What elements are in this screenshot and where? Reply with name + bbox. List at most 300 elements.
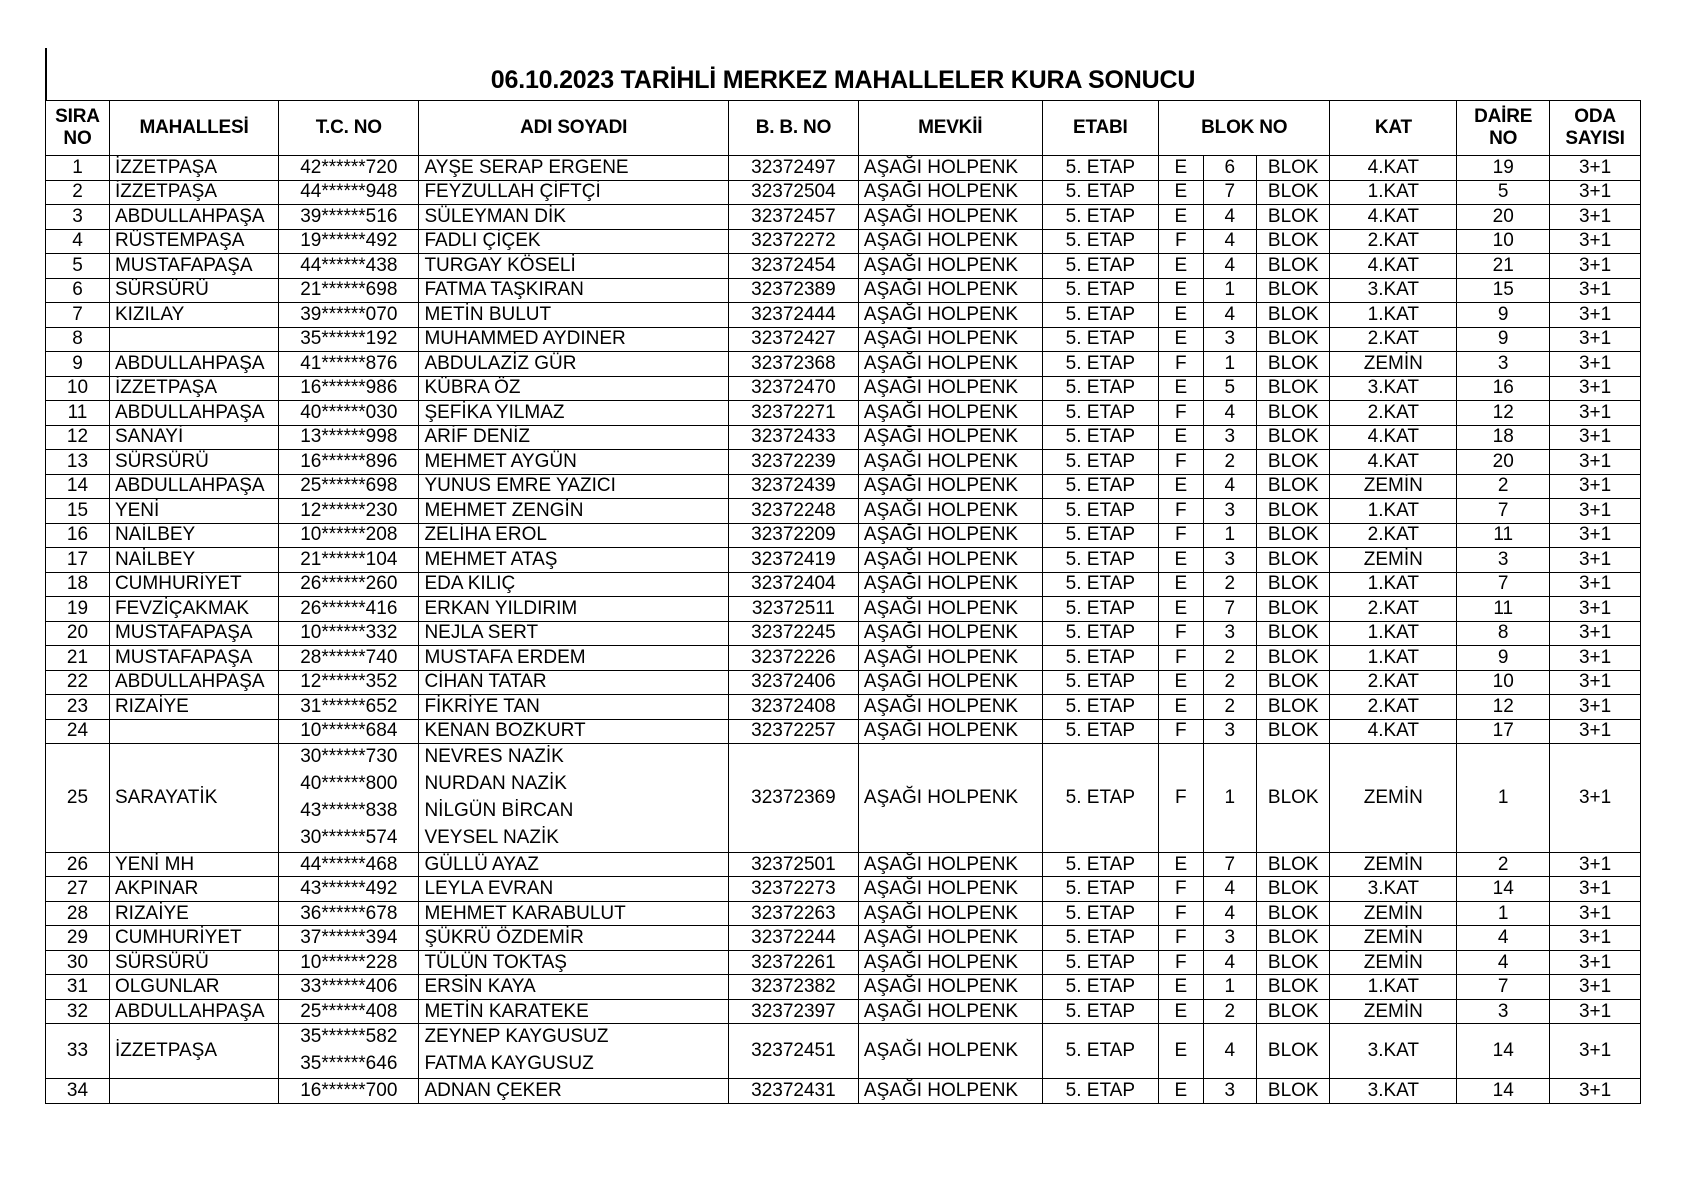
cell-adi-soyadi: KENAN BOZKURT [419,719,729,744]
cell-tc-no: 26******260 [279,572,419,597]
cell-mahallesi: MUSTAFAPAŞA [109,621,278,646]
cell-bb-no: 32372454 [728,254,858,279]
cell-kat: 4.KAT [1330,156,1457,181]
cell-sira-no: 20 [46,621,110,646]
cell-blok-no: 3 [1203,719,1257,744]
cell-tc-no: 21******698 [279,278,419,303]
cell-adi-soyadi: ŞEFİKA YILMAZ [419,401,729,426]
cell-oda-sayisi: 3+1 [1550,597,1641,622]
cell-blok-label: BLOK [1257,852,1330,877]
cell-kat: 3.KAT [1330,278,1457,303]
cell-adi-soyadi: FİKRİYE TAN [419,695,729,720]
cell-adi-soyadi: ARİF DENİZ [419,425,729,450]
cell-kat: 1.KAT [1330,499,1457,524]
cell-blok-label: BLOK [1257,499,1330,524]
cell-oda-sayisi: 3+1 [1550,852,1641,877]
cell-mevkii: AŞAĞI HOLPENK [858,278,1042,303]
cell-blok-no: 1 [1203,352,1257,377]
cell-blok-harf: E [1159,425,1203,450]
cell-blok-label: BLOK [1257,621,1330,646]
cell-mevkii: AŞAĞI HOLPENK [858,229,1042,254]
cell-blok-label: BLOK [1257,254,1330,279]
cell-mahallesi: ABDULLAHPAŞA [109,474,278,499]
cell-etabi: 5. ETAP [1042,852,1159,877]
cell-daire-no: 12 [1457,401,1550,426]
cell-mahallesi: FEVZİÇAKMAK [109,597,278,622]
cell-sira-no: 28 [46,901,110,926]
cell-blok-no: 3 [1203,499,1257,524]
cell-oda-sayisi: 3+1 [1550,877,1641,902]
cell-blok-harf: E [1159,376,1203,401]
cell-mevkii: AŞAĞI HOLPENK [858,852,1042,877]
cell-etabi: 5. ETAP [1042,926,1159,951]
cell-daire-no: 8 [1457,621,1550,646]
cell-etabi: 5. ETAP [1042,425,1159,450]
cell-tc-no: 36******678 [279,901,419,926]
column-header-daire-no-line2: NO [1489,128,1518,149]
table-row [46,719,1641,744]
cell-bb-no: 32372369 [728,744,858,853]
cell-blok-label: BLOK [1257,278,1330,303]
cell-blok-label: BLOK [1257,229,1330,254]
cell-adi-soyadi-line: ZEYNEP KAYGUSUZ [424,1026,609,1048]
cell-etabi: 5. ETAP [1042,548,1159,573]
cell-kat: 4.KAT [1330,205,1457,230]
cell-mevkii: AŞAĞI HOLPENK [858,744,1042,853]
cell-blok-no: 4 [1203,1024,1257,1079]
cell-tc-no: 42******720 [279,156,419,181]
table-row [46,278,1641,303]
cell-mahallesi: AKPINAR [109,877,278,902]
cell-mahallesi: SÜRSÜRÜ [109,950,278,975]
kura-results-table [45,100,1641,1104]
cell-mevkii: AŞAĞI HOLPENK [858,670,1042,695]
cell-sira-no: 21 [46,646,110,671]
cell-blok-no: 4 [1203,254,1257,279]
cell-daire-no: 7 [1457,572,1550,597]
cell-mahallesi: İZZETPAŞA [109,180,278,205]
cell-tc-no: 44******468 [279,852,419,877]
cell-oda-sayisi: 3+1 [1550,303,1641,328]
cell-blok-harf: E [1159,695,1203,720]
cell-blok-no: 4 [1203,901,1257,926]
cell-mahallesi: SÜRSÜRÜ [109,278,278,303]
cell-adi-soyadi-line: NEVRES NAZİK [424,746,564,767]
cell-blok-no: 2 [1203,450,1257,475]
cell-kat: 2.KAT [1330,327,1457,352]
cell-oda-sayisi: 3+1 [1550,548,1641,573]
column-header-tc-no: T.C. NO [279,101,419,156]
cell-blok-harf: F [1159,719,1203,744]
cell-bb-no: 32372431 [728,1079,858,1104]
table-row [46,597,1641,622]
cell-blok-harf: F [1159,401,1203,426]
cell-tc-no-line: 30******574 [300,826,398,848]
cell-blok-label: BLOK [1257,352,1330,377]
cell-blok-harf: E [1159,474,1203,499]
cell-mahallesi: SANAYİ [109,425,278,450]
cell-mevkii: AŞAĞI HOLPENK [858,719,1042,744]
cell-adi-soyadi: LEYLA EVRAN [419,877,729,902]
cell-mevkii: AŞAĞI HOLPENK [858,425,1042,450]
cell-bb-no: 32372444 [728,303,858,328]
cell-blok-harf: E [1159,975,1203,1000]
cell-blok-no: 4 [1203,950,1257,975]
cell-blok-harf: F [1159,499,1203,524]
cell-oda-sayisi: 3+1 [1550,205,1641,230]
table-row [46,670,1641,695]
cell-kat: ZEMİN [1330,926,1457,951]
table-row [46,975,1641,1000]
cell-blok-label: BLOK [1257,670,1330,695]
table-row [46,327,1641,352]
cell-sira-no: 34 [46,1079,110,1104]
table-header [46,101,1641,156]
cell-mevkii: AŞAĞI HOLPENK [858,205,1042,230]
cell-kat: ZEMİN [1330,852,1457,877]
cell-tc-no: 10******228 [279,950,419,975]
cell-adi-soyadi: MUHAMMED AYDINER [419,327,729,352]
cell-sira-no: 16 [46,523,110,548]
table-row [46,425,1641,450]
cell-oda-sayisi: 3+1 [1550,523,1641,548]
cell-blok-harf: F [1159,901,1203,926]
cell-oda-sayisi: 3+1 [1550,401,1641,426]
cell-daire-no: 1 [1457,744,1550,853]
cell-mahallesi [109,1079,278,1104]
cell-oda-sayisi: 3+1 [1550,376,1641,401]
cell-etabi: 5. ETAP [1042,719,1159,744]
cell-etabi: 5. ETAP [1042,621,1159,646]
cell-etabi: 5. ETAP [1042,744,1159,853]
cell-adi-soyadi: MEHMET ATAŞ [419,548,729,573]
cell-blok-label: BLOK [1257,425,1330,450]
cell-kat: 1.KAT [1330,572,1457,597]
cell-blok-harf: F [1159,646,1203,671]
cell-oda-sayisi: 3+1 [1550,670,1641,695]
cell-sira-no: 13 [46,450,110,475]
cell-bb-no: 32372244 [728,926,858,951]
column-header-oda-sayisi [1550,101,1641,156]
cell-adi-soyadi-line: VEYSEL NAZİK [424,826,559,848]
table-row [46,621,1641,646]
cell-oda-sayisi: 3+1 [1550,695,1641,720]
cell-tc-no: 39******516 [279,205,419,230]
cell-sira-no: 14 [46,474,110,499]
cell-bb-no: 32372248 [728,499,858,524]
cell-etabi: 5. ETAP [1042,695,1159,720]
table-row [46,352,1641,377]
cell-blok-label: BLOK [1257,926,1330,951]
cell-blok-harf: F [1159,926,1203,951]
cell-oda-sayisi: 3+1 [1550,352,1641,377]
column-header-sira-no-line1: SIRA [55,106,100,128]
cell-sira-no: 27 [46,877,110,902]
cell-etabi: 5. ETAP [1042,205,1159,230]
cell-oda-sayisi: 3+1 [1550,156,1641,181]
cell-blok-no: 4 [1203,401,1257,426]
cell-blok-harf: E [1159,999,1203,1024]
cell-tc-no: 13******998 [279,425,419,450]
cell-etabi: 5. ETAP [1042,303,1159,328]
cell-mevkii: AŞAĞI HOLPENK [858,303,1042,328]
cell-kat: ZEMİN [1330,950,1457,975]
column-header-bb-no: B. B. NO [728,101,858,156]
cell-blok-label: BLOK [1257,646,1330,671]
cell-blok-label: BLOK [1257,376,1330,401]
cell-blok-label: BLOK [1257,1079,1330,1104]
cell-blok-no: 1 [1203,278,1257,303]
column-header-kat: KAT [1330,101,1457,156]
cell-sira-no: 29 [46,926,110,951]
cell-blok-harf: E [1159,1024,1203,1079]
cell-bb-no: 32372257 [728,719,858,744]
cell-adi-soyadi: AYŞE SERAP ERGENE [419,156,729,181]
cell-etabi: 5. ETAP [1042,499,1159,524]
cell-kat: 3.KAT [1330,1079,1457,1104]
column-header-daire-no [1457,101,1550,156]
cell-mevkii: AŞAĞI HOLPENK [858,597,1042,622]
cell-adi-soyadi: FEYZULLAH ÇİFTÇİ [419,180,729,205]
cell-kat: ZEMİN [1330,999,1457,1024]
column-header-adi-soyadi: ADI SOYADI [419,101,729,156]
cell-etabi: 5. ETAP [1042,156,1159,181]
cell-daire-no: 19 [1457,156,1550,181]
cell-blok-label: BLOK [1257,523,1330,548]
cell-tc-no: 12******230 [279,499,419,524]
cell-mevkii: AŞAĞI HOLPENK [858,877,1042,902]
cell-sira-no: 6 [46,278,110,303]
column-header-daire-no-line1: DAİRE [1474,106,1533,128]
cell-blok-harf: E [1159,156,1203,181]
cell-tc-no-line: 35******646 [300,1053,398,1075]
cell-daire-no: 2 [1457,852,1550,877]
cell-oda-sayisi: 3+1 [1550,254,1641,279]
cell-adi-soyadi: ŞÜKRÜ ÖZDEMİR [419,926,729,951]
cell-adi-soyadi: MEHMET ZENGİN [419,499,729,524]
cell-blok-harf: E [1159,548,1203,573]
cell-kat: 1.KAT [1330,303,1457,328]
cell-adi-soyadi: ERKAN YILDIRIM [419,597,729,622]
cell-sira-no: 7 [46,303,110,328]
cell-adi-soyadi-line: NİLGÜN BİRCAN [424,799,574,821]
cell-blok-label: BLOK [1257,744,1330,853]
cell-blok-harf: E [1159,180,1203,205]
cell-etabi: 5. ETAP [1042,572,1159,597]
cell-kat: 4.KAT [1330,254,1457,279]
table-row [46,376,1641,401]
table-row [46,901,1641,926]
cell-daire-no: 14 [1457,877,1550,902]
cell-tc-no: 16******700 [279,1079,419,1104]
cell-blok-no: 6 [1203,156,1257,181]
cell-bb-no: 32372433 [728,425,858,450]
cell-blok-no: 7 [1203,597,1257,622]
cell-bb-no: 32372273 [728,877,858,902]
cell-mevkii: AŞAĞI HOLPENK [858,901,1042,926]
cell-tc-no: 16******986 [279,376,419,401]
cell-blok-no: 3 [1203,926,1257,951]
cell-blok-harf: E [1159,303,1203,328]
cell-sira-no: 15 [46,499,110,524]
cell-blok-label: BLOK [1257,999,1330,1024]
table-row [46,1079,1641,1104]
cell-sira-no: 10 [46,376,110,401]
cell-sira-no: 23 [46,695,110,720]
cell-bb-no: 32372245 [728,621,858,646]
cell-adi-soyadi: GÜLLÜ AYAZ [419,852,729,877]
cell-oda-sayisi: 3+1 [1550,327,1641,352]
cell-adi-soyadi: ERSİN KAYA [419,975,729,1000]
cell-bb-no: 32372397 [728,999,858,1024]
cell-blok-harf: E [1159,254,1203,279]
cell-bb-no: 32372457 [728,205,858,230]
cell-etabi: 5. ETAP [1042,401,1159,426]
cell-bb-no: 32372404 [728,572,858,597]
column-header-oda-sayisi-line1: ODA [1574,106,1616,128]
cell-oda-sayisi: 3+1 [1550,572,1641,597]
cell-tc-no-line: 35******582 [300,1026,398,1048]
cell-blok-label: BLOK [1257,695,1330,720]
table-row [46,950,1641,975]
cell-mahallesi: RIZAİYE [109,901,278,926]
cell-kat: 4.KAT [1330,450,1457,475]
table-row [46,523,1641,548]
cell-blok-harf: E [1159,327,1203,352]
cell-etabi: 5. ETAP [1042,474,1159,499]
cell-tc-no [279,744,419,853]
table-row [46,499,1641,524]
cell-daire-no: 10 [1457,670,1550,695]
cell-daire-no: 16 [1457,376,1550,401]
column-header-sira-no-line2: NO [63,128,92,149]
cell-blok-no: 1 [1203,975,1257,1000]
cell-mahallesi: YENİ MH [109,852,278,877]
cell-mahallesi: ABDULLAHPAŞA [109,205,278,230]
cell-tc-no-line: 40******800 [300,772,398,794]
table-row [46,877,1641,902]
cell-blok-label: BLOK [1257,474,1330,499]
cell-adi-soyadi: KÜBRA ÖZ [419,376,729,401]
cell-blok-label: BLOK [1257,975,1330,1000]
cell-mevkii: AŞAĞI HOLPENK [858,1024,1042,1079]
cell-mevkii: AŞAĞI HOLPENK [858,548,1042,573]
cell-blok-harf: F [1159,621,1203,646]
cell-oda-sayisi: 3+1 [1550,278,1641,303]
cell-blok-label: BLOK [1257,950,1330,975]
cell-sira-no: 24 [46,719,110,744]
cell-sira-no: 17 [46,548,110,573]
cell-kat: ZEMİN [1330,352,1457,377]
cell-etabi: 5. ETAP [1042,597,1159,622]
cell-blok-label: BLOK [1257,205,1330,230]
cell-adi-soyadi: FADLI ÇİÇEK [419,229,729,254]
cell-adi-soyadi: TÜLÜN TOKTAŞ [419,950,729,975]
cell-tc-no: 35******192 [279,327,419,352]
cell-adi-soyadi: ADNAN ÇEKER [419,1079,729,1104]
cell-blok-no: 2 [1203,695,1257,720]
cell-tc-no: 12******352 [279,670,419,695]
cell-etabi: 5. ETAP [1042,523,1159,548]
cell-blok-no: 2 [1203,670,1257,695]
cell-mahallesi: CUMHURİYET [109,572,278,597]
cell-daire-no: 17 [1457,719,1550,744]
cell-mahallesi: KIZILAY [109,303,278,328]
cell-daire-no: 3 [1457,548,1550,573]
table-row [46,744,1641,853]
cell-oda-sayisi: 3+1 [1550,926,1641,951]
cell-etabi: 5. ETAP [1042,950,1159,975]
cell-sira-no: 32 [46,999,110,1024]
cell-sira-no: 18 [46,572,110,597]
cell-etabi: 5. ETAP [1042,975,1159,1000]
cell-daire-no: 2 [1457,474,1550,499]
cell-oda-sayisi: 3+1 [1550,499,1641,524]
cell-blok-harf: E [1159,278,1203,303]
cell-etabi: 5. ETAP [1042,450,1159,475]
cell-adi-soyadi: NEJLA SERT [419,621,729,646]
cell-blok-no: 2 [1203,646,1257,671]
cell-sira-no: 2 [46,180,110,205]
cell-adi-soyadi: CİHAN TATAR [419,670,729,695]
cell-mahallesi: YENİ [109,499,278,524]
cell-daire-no: 18 [1457,425,1550,450]
cell-tc-no [279,1024,419,1079]
cell-mahallesi: ABDULLAHPAŞA [109,352,278,377]
cell-bb-no: 32372226 [728,646,858,671]
cell-adi-soyadi-line: NURDAN NAZİK [424,772,567,794]
cell-adi-soyadi: MEHMET AYGÜN [419,450,729,475]
cell-blok-harf: F [1159,877,1203,902]
cell-sira-no: 1 [46,156,110,181]
cell-blok-label: BLOK [1257,719,1330,744]
cell-tc-no: 28******740 [279,646,419,671]
cell-daire-no: 11 [1457,597,1550,622]
table-row [46,548,1641,573]
cell-mevkii: AŞAĞI HOLPENK [858,926,1042,951]
cell-daire-no: 12 [1457,695,1550,720]
cell-oda-sayisi: 3+1 [1550,180,1641,205]
cell-mahallesi: RIZAİYE [109,695,278,720]
cell-mahallesi: NAİLBEY [109,548,278,573]
cell-daire-no: 14 [1457,1024,1550,1079]
table-row [46,1024,1641,1079]
cell-daire-no: 4 [1457,950,1550,975]
cell-blok-harf: E [1159,670,1203,695]
cell-blok-label: BLOK [1257,1024,1330,1079]
cell-tc-no: 44******438 [279,254,419,279]
cell-etabi: 5. ETAP [1042,1024,1159,1079]
cell-bb-no: 32372470 [728,376,858,401]
cell-mevkii: AŞAĞI HOLPENK [858,646,1042,671]
table-row [46,254,1641,279]
cell-kat: ZEMİN [1330,901,1457,926]
cell-tc-no: 31******652 [279,695,419,720]
cell-adi-soyadi: MEHMET KARABULUT [419,901,729,926]
cell-sira-no: 11 [46,401,110,426]
cell-kat: 3.KAT [1330,376,1457,401]
cell-mevkii: AŞAĞI HOLPENK [858,621,1042,646]
cell-mahallesi: CUMHURİYET [109,926,278,951]
cell-bb-no: 32372408 [728,695,858,720]
cell-blok-harf: E [1159,1079,1203,1104]
cell-mahallesi: SÜRSÜRÜ [109,450,278,475]
cell-mahallesi [109,719,278,744]
column-header-oda-sayisi-line2: SAYISI [1565,128,1625,149]
cell-mahallesi: İZZETPAŞA [109,376,278,401]
cell-tc-no: 33******406 [279,975,419,1000]
cell-oda-sayisi: 3+1 [1550,621,1641,646]
